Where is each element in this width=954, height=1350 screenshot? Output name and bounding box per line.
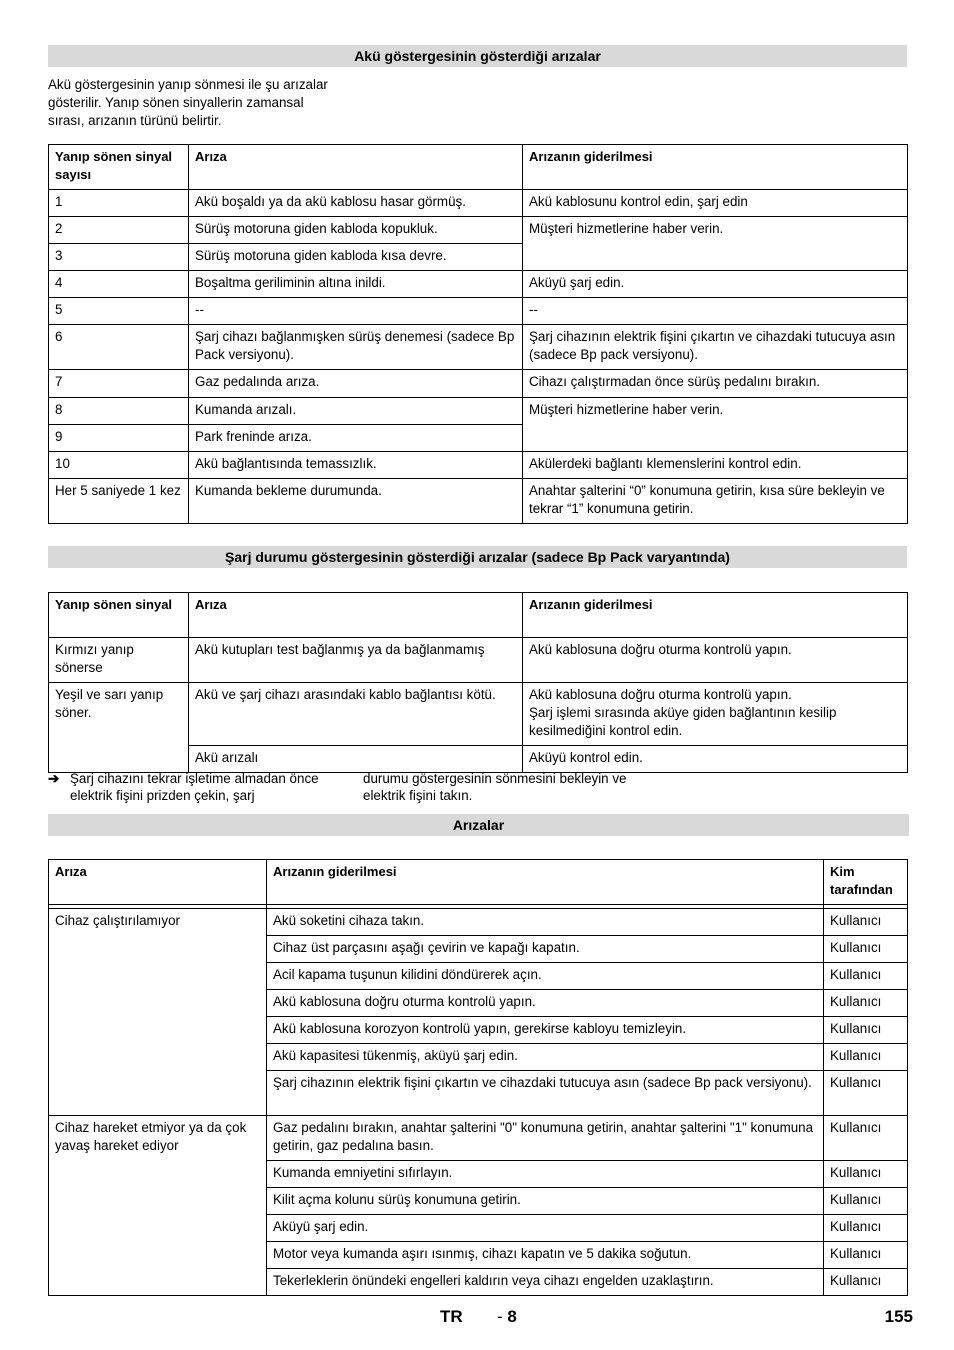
remedy-cell [523,683,908,746]
table-row [49,638,908,683]
table-row [49,1116,908,1161]
table-row [49,370,908,398]
remedy-cell: Aküyü şarj edin. [267,1215,824,1242]
section-title-faults: Arızalar [48,814,909,836]
responsible-cell: Kullanıcı [824,1071,908,1116]
header-remedy: Arızanın giderilmesi [523,593,908,638]
charge-fault-table [48,592,908,773]
fault-cell: Cihaz çalıştırılamıyor [49,909,267,1116]
responsible-cell: Kullanıcı [824,963,908,990]
remedy-cell: Cihazı çalıştırmadan önce sürüş pedalını bırakın. [523,370,908,398]
footer-page-number: 155 [884,1307,913,1326]
table-row [49,217,908,244]
remedy-cell: Akü kablosuna doğru oturma kontrolü yapın. [523,638,908,683]
remedy-line: Akü kablosuna doğru oturma kontrolü yapın. [529,687,792,702]
footer-local-page [497,1307,517,1327]
remedy-cell: Akü kablosuna korozyon kontrolü yapın, gerekirse kabloyu temizleyin. [267,1017,824,1044]
remedy-cell: Cihaz üst parçasını aşağı çevirin ve kapağı kapatın. [267,936,824,963]
header-signal-count: Yanıp sönen sinyal sayısı [49,145,189,190]
signal-count: 4 [49,271,189,298]
header-fault: Arıza [189,145,523,190]
table-row [49,452,908,479]
charger-note [48,770,338,804]
header-responsible: Kim tarafından [824,860,908,905]
remedy-cell: Akü kablosunu kontrol edin, şarj edin [523,190,908,217]
remedy-cell: Akü kablosuna doğru oturma kontrolü yapın. [267,990,824,1017]
remedy-cell: Şarj cihazının elektrik fişini çıkartın ve cihazdaki tutucuya asın (sadece Bp pack versiyonu). [523,325,908,370]
signal-count: 6 [49,325,189,370]
remedy-cell: Akülerdeki bağlantı klemenslerini kontrol edin. [523,452,908,479]
responsible-cell: Kullanıcı [824,1269,908,1296]
signal-cell: Kırmızı yanıp sönerse [49,638,189,683]
fault-cell: Park freninde arıza. [189,425,523,452]
footer-page-prefix: - [497,1307,508,1326]
table-header-row [49,860,908,905]
remedy-cell: Aküyü kontrol edin. [523,746,908,773]
fault-cell: Akü kutupları test bağlanmış ya da bağlanmamış [189,638,523,683]
remedy-line: Şarj işlemi sırasında aküye giden bağlantının kesilip kesilmediğini kontrol edin. [529,705,837,738]
remedy-cell: Müşteri hizmetlerine haber verin. [523,217,908,271]
header-fault: Arıza [49,860,267,905]
table-row [49,683,908,746]
fault-cell: Akü ve şarj cihazı arasındaki kablo bağlantısı kötü. [189,683,523,746]
table-row [49,271,908,298]
signal-count: Her 5 saniyede 1 kez [49,479,189,524]
responsible-cell: Kullanıcı [824,1215,908,1242]
remedy-cell: -- [523,298,908,325]
footer-language: TR [440,1307,463,1326]
battery-fault-table [48,144,908,524]
responsible-cell: Kullanıcı [824,1188,908,1215]
signal-count: 9 [49,425,189,452]
fault-cell: Sürüş motoruna giden kabloda kısa devre. [189,244,523,271]
table-row [49,398,908,425]
header-fault: Arıza [189,593,523,638]
remedy-cell: Şarj cihazının elektrik fişini çıkartın ve cihazdaki tutucuya asın (sadece Bp pack versiyonu). [267,1071,824,1116]
fault-cell: Boşaltma geriliminin altına inildi. [189,271,523,298]
fault-cell: Sürüş motoruna giden kabloda kopukluk. [189,217,523,244]
table-row [49,325,908,370]
remedy-cell: Gaz pedalını bırakın, anahtar şalterini "0" konumuna getirin, anahtar şalterini "1" konumuna getirin, gaz pedalına basın. [267,1116,824,1161]
table-row [49,909,908,936]
fault-cell: Kumanda arızalı. [189,398,523,425]
fault-cell: Akü arızalı [189,746,523,773]
footer-page-local: 8 [507,1307,517,1326]
signal-count: 7 [49,370,189,398]
remedy-cell: Tekerleklerin önündeki engelleri kaldırın veya cihazı engelden uzaklaştırın. [267,1269,824,1296]
remedy-cell: Anahtar şalterini “0” konumuna getirin, kısa süre bekleyin ve tekrar “1” konumuna getirin. [523,479,908,524]
responsible-cell: Kullanıcı [824,1044,908,1071]
section-title-battery-indicator: Akü göstergesinin gösterdiği arızalar [48,45,907,67]
fault-cell: Kumanda bekleme durumunda. [189,479,523,524]
signal-count: 3 [49,244,189,271]
responsible-cell: Kullanıcı [824,936,908,963]
fault-cell: Akü bağlantısında temassızlık. [189,452,523,479]
signal-count: 1 [49,190,189,217]
header-remedy: Arızanın giderilmesi [267,860,824,905]
signal-count: 8 [49,398,189,425]
signal-cell: Yeşil ve sarı yanıp söner. [49,683,189,773]
fault-cell: Gaz pedalında arıza. [189,370,523,398]
fault-cell: -- [189,298,523,325]
table-row [49,190,908,217]
remedy-cell: Acil kapama tuşunun kilidini döndürerek açın. [267,963,824,990]
remedy-cell: Kilit açma kolunu sürüş konumuna getirin. [267,1188,824,1215]
remedy-cell: Akü kapasitesi tükenmiş, aküyü şarj edin. [267,1044,824,1071]
remedy-cell: Kumanda emniyetini sıfırlayın. [267,1161,824,1188]
table-row [49,298,908,325]
general-fault-table [48,859,908,1296]
table-row [49,479,908,524]
remedy-cell: Motor veya kumanda aşırı ısınmış, cihazı kapatın ve 5 dakika soğutun. [267,1242,824,1269]
note-text-left: Şarj cihazını tekrar işletime almadan önce elektrik fişini prizden çekin, şarj [70,771,319,803]
remedy-cell: Akü soketini cihaza takın. [267,909,824,936]
responsible-cell: Kullanıcı [824,1017,908,1044]
responsible-cell: Kullanıcı [824,1161,908,1188]
fault-cell: Cihaz hareket etmiyor ya da çok yavaş hareket ediyor [49,1116,267,1296]
responsible-cell: Kullanıcı [824,1116,908,1161]
intro-paragraph: Akü göstergesinin yanıp sönmesi ile şu arızalar gösterilir. Yanıp sönen sinyallerin zamansal sırası, arızanın türünü belirtir. [48,77,328,128]
note-text-right: durumu göstergesinin sönmesini bekleyin ve elektrik fişini takın. [363,771,627,803]
signal-count: 5 [49,298,189,325]
fault-cell: Akü boşaldı ya da akü kablosu hasar görmüş. [189,190,523,217]
section-title-charge-indicator: Şarj durumu göstergesinin gösterdiği arızalar (sadece Bp Pack varyantında) [48,546,907,568]
table-header-row [49,145,908,190]
fault-cell: Şarj cihazı bağlanmışken sürüş denemesi (sadece Bp Pack versiyonu). [189,325,523,370]
remedy-cell: Aküyü şarj edin. [523,271,908,298]
signal-count: 10 [49,452,189,479]
remedy-cell: Müşteri hizmetlerine haber verin. [523,398,908,452]
table-header-row [49,593,908,638]
responsible-cell: Kullanıcı [824,909,908,936]
signal-count: 2 [49,217,189,244]
responsible-cell: Kullanıcı [824,1242,908,1269]
header-remedy: Arızanın giderilmesi [523,145,908,190]
header-signal: Yanıp sönen sinyal [49,593,189,638]
arrow-icon: ➔ [48,771,60,786]
responsible-cell: Kullanıcı [824,990,908,1017]
